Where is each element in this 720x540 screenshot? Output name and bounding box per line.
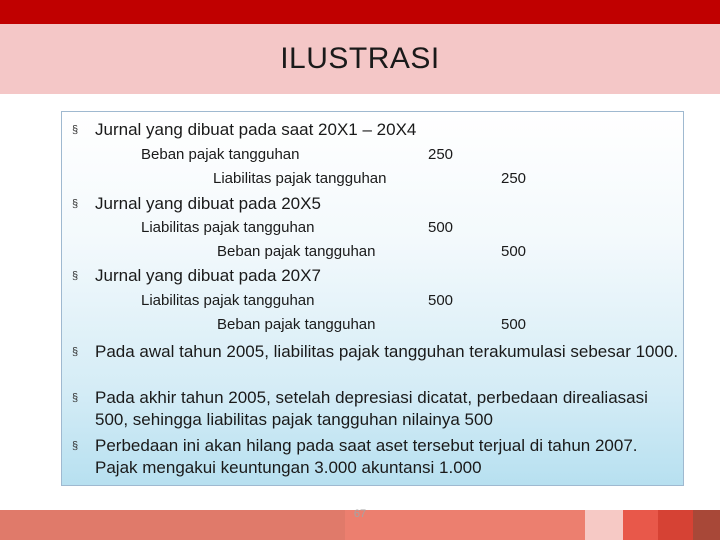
bullet-marker-icon: §	[72, 440, 79, 452]
journal-debit-amount: 500	[428, 292, 454, 309]
bullet-item	[72, 387, 684, 431]
bullet-text: Jurnal yang dibuat pada saat 20X1 – 20X4	[95, 120, 417, 139]
bullet-item	[72, 193, 684, 215]
journal-debit-amount: 250	[428, 146, 454, 163]
journal-credit-amount: 250	[501, 170, 527, 187]
journal-debit-account: Beban pajak tangguhan	[141, 146, 300, 163]
journal-credit-account: Liabilitas pajak tangguhan	[213, 170, 387, 187]
footer-segment	[658, 510, 693, 540]
journal-debit-amount: 500	[428, 219, 454, 236]
journal-credit-account: Beban pajak tangguhan	[217, 316, 376, 333]
journal-credit-amount: 500	[501, 316, 527, 333]
bullet-marker-icon: §	[72, 198, 79, 210]
top-accent-bar	[0, 0, 720, 24]
bullet-item	[72, 119, 684, 141]
bullet-text: Pada awal tahun 2005, liabilitas pajak tangguhan terakumulasi sebesar 1000.	[95, 342, 679, 361]
footer-segment	[345, 510, 585, 540]
footer-segment	[585, 510, 623, 540]
bullet-marker-icon: §	[72, 392, 79, 404]
slide-title: ILUSTRASI	[280, 42, 440, 75]
bullet-text: Jurnal yang dibuat pada 20X7	[95, 266, 321, 285]
bullet-text: Perbedaan ini akan hilang pada saat aset tersebut terjual di tahun 2007. Pajak mengakui keuntungan 3.000 akuntansi 1.000	[95, 436, 638, 477]
journal-credit-account: Beban pajak tangguhan	[217, 243, 376, 260]
footer-segment	[623, 510, 658, 540]
bullet-marker-icon: §	[72, 124, 79, 136]
bullet-item	[72, 435, 684, 479]
journal-debit-account: Liabilitas pajak tangguhan	[141, 219, 315, 236]
bullet-text: Pada akhir tahun 2005, setelah depresiasi dicatat, perbedaan direaliasasi 500, sehingga liabilitas pajak tangguhan nilainya 500	[95, 388, 648, 429]
bullet-marker-icon: §	[72, 346, 79, 358]
journal-credit-amount: 500	[501, 243, 527, 260]
footer-segment	[0, 510, 345, 540]
bullet-item	[72, 265, 684, 287]
footer-segment	[693, 510, 720, 540]
bullet-marker-icon: §	[72, 270, 79, 282]
bullet-text: Jurnal yang dibuat pada 20X5	[95, 194, 321, 213]
journal-debit-account: Liabilitas pajak tangguhan	[141, 292, 315, 309]
page-number: 67	[353, 508, 367, 520]
bullet-item	[72, 341, 684, 363]
